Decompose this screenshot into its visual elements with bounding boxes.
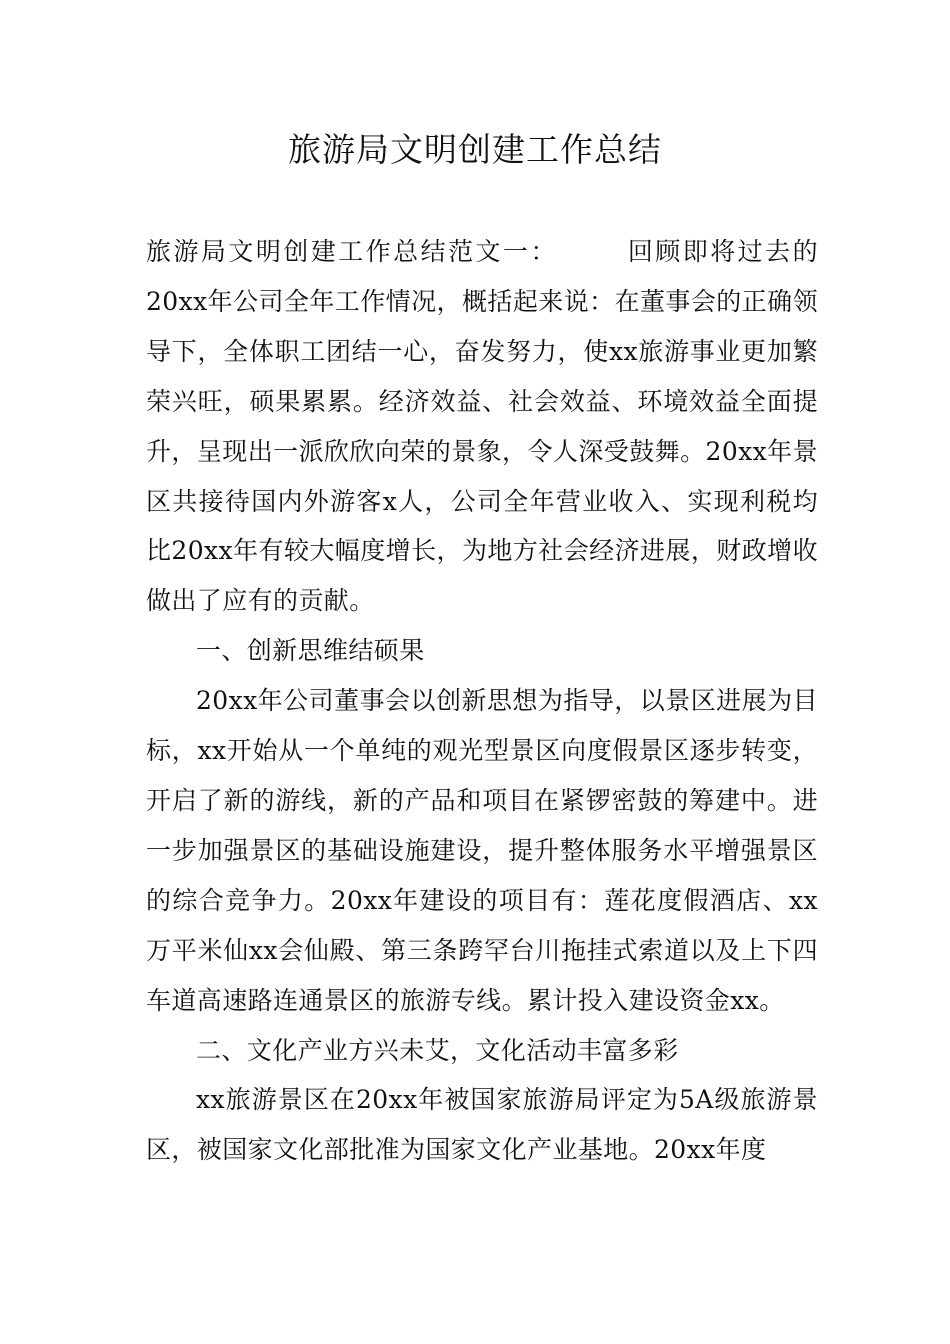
paragraph-culture: xx旅游景区在20xx年被国家旅游局评定为5A级旅游景区，被国家文化部批准为国家文化产业基地。20xx年度: [146, 1085, 818, 1165]
document-title: 旅游局文明创建工作总结: [288, 130, 662, 169]
section-heading-innovation: 一、创新思维结硕果: [196, 636, 425, 666]
section-heading-culture: 二、文化产业方兴未艾，文化活动丰富多彩: [196, 1035, 679, 1065]
paragraph-innovation: 20xx年公司董事会以创新思想为指导，以景区进展为目标，xx开始从一个单纯的观光型景区向度假景区逐步转变，开启了新的游线，新的产品和项目在紧锣密鼓的筹建中。进一步加强景区的基础设施建设，提升整体服务水平增强景区的综合竞争力。20xx年建设的项目有：莲花度假酒店、xx万平米仙xx会仙殿、第三条跨罕台川拖挂式索道以及上下四车道高速路连通景区的旅游专线。累计投入建设资金xx。: [146, 686, 818, 1015]
document-body: [146, 227, 818, 1175]
paragraph-intro: 旅游局文明创建工作总结范文一： 回顾即将过去的20xx年公司全年工作情况，概括起来说：在董事会的正确领导下，全体职工团结一心，奋发努力，使xx旅游事业更加繁荣兴旺，硕果累累。经济效益、社会效益、环境效益全面提升，呈现出一派欣欣向荣的景象，令人深受鼓舞。20xx年景区共接待国内外游客x人，公司全年营业收入、实现利税均比20xx年有较大幅度增长，为地方社会经济进展，财政增收做出了应有的贡献。: [146, 237, 818, 616]
